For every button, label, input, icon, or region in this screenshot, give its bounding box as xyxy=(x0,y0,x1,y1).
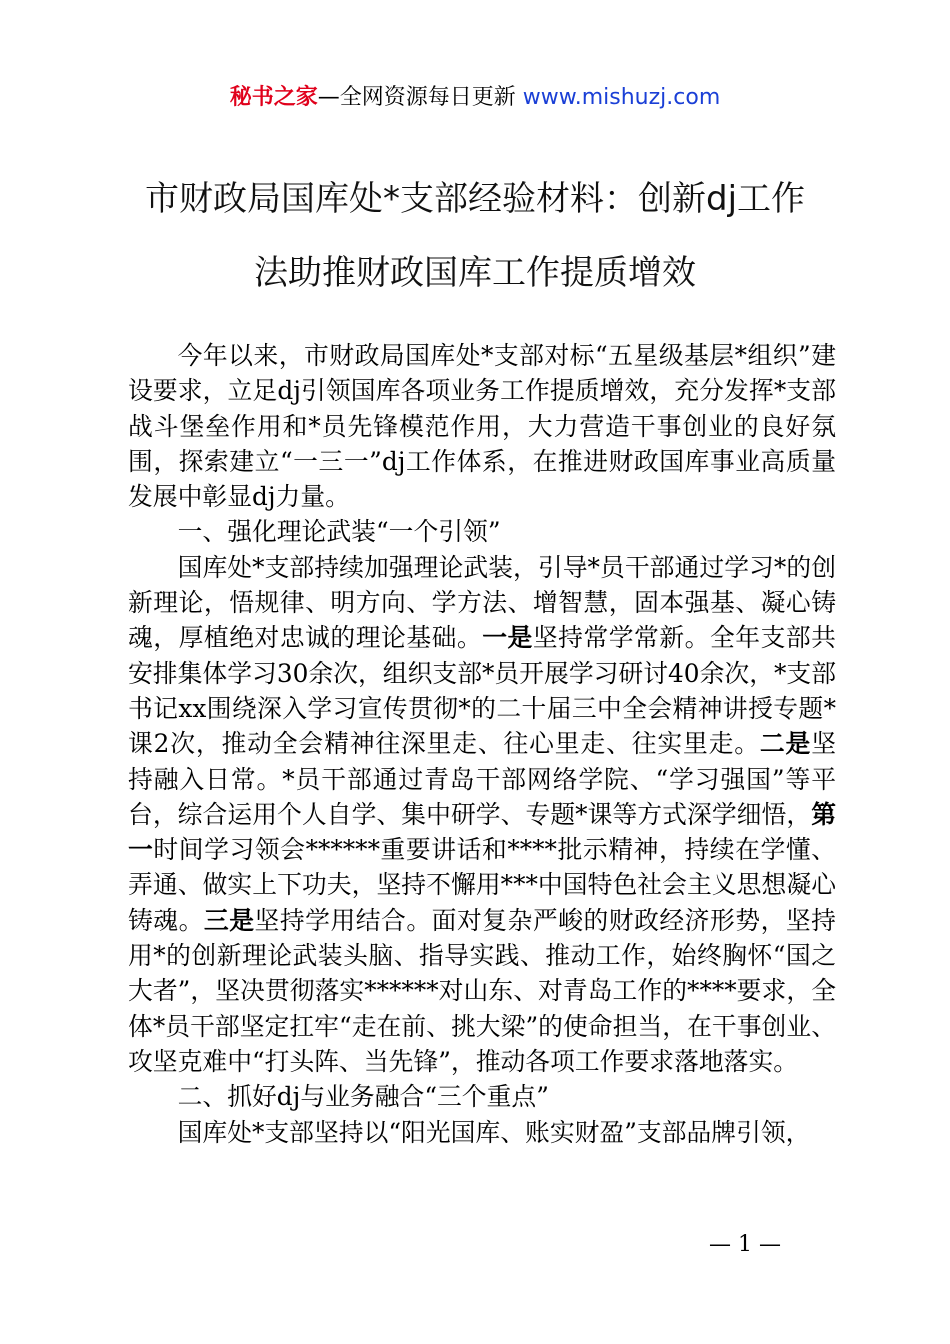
section-1-paragraph xyxy=(128,550,836,1079)
paragraph-text: 坚持常学常新。全年支部共安排集体学习30余次，组织支部*员开展学习研讨40余次，*支部书记xx围绕深入学习宣传贯彻*的二十届三中全会精神讲授专题*课2次，推动全会精神往深里走、往心里走、往实里走。 xyxy=(128,623,836,759)
site-header xyxy=(0,80,950,111)
bold-marker: 一是 xyxy=(482,623,533,653)
document-body xyxy=(128,338,836,1150)
intro-paragraph: 今年以来，市财政局国库处*支部对标“五星级基层*组织”建设要求，立足dj引领国库各项业务工作提质增效，充分发挥*支部战斗堡垒作用和*员先锋模范作用，大力营造干事创业的良好氛围，探索建立“一三一”dj工作体系，在推进财政国库事业高质量发展中彰显dj力量。 xyxy=(128,341,836,512)
site-url-link[interactable]: www.mishuzj.com xyxy=(522,85,721,110)
paragraph-text: 坚持学用结合。面对复杂严峻的财政经济形势，坚持用*的创新理论武装头脑、指导实践、推动工作，始终胸怀“国之大者”，坚决贯彻落实******对山东、对青岛工作的****要求，全体*员干部坚定扛牢“走在前、挑大梁”的使命担当，在干事创业、攻坚克难中“打头阵、当先锋”，推动各项工作要求落地落实。 xyxy=(128,905,836,1076)
section-heading-2: 二、抓好dj与业务融合“三个重点” xyxy=(177,1082,549,1112)
bold-marker: 三是 xyxy=(203,905,255,935)
bold-marker: 二是 xyxy=(759,729,812,759)
paragraph-text: 时间学习领会******重要讲话和****批示精神，持续在学懂、弄通、做实上下功夫，坚持不懈用***中国特色社会主义思想凝心铸魂。 xyxy=(128,835,836,935)
section-heading-1: 一、强化理论武装“一个引领” xyxy=(177,517,501,547)
paragraph-text: 国库处*支部持续加强理论武装，引导*员干部通过学习*的创新理论，悟规律、明方向、学方法、增智慧，固本强基、凝心铸魂，厚植绝对忠诚的理论基础。 xyxy=(128,552,836,653)
paragraph-text: 坚持融入日常。*员干部通过青岛干部网络学院、“学习强国”等平台，综合运用个人自学、集中研学、专题*课等方式深学细悟， xyxy=(128,729,836,829)
header-tagline: —全网资源每日更新 xyxy=(317,85,516,110)
document-title: 市财政局国库处*支部经验材料：创新dj工作法助推财政国库工作提质增效 xyxy=(144,179,806,293)
bold-marker: 第一 xyxy=(128,799,836,865)
page-number: — 1 — xyxy=(709,1232,781,1257)
brand-name: 秘书之家 xyxy=(229,85,318,110)
section-2-paragraph: 国库处*支部坚持以“阳光国库、账实财盈”支部品牌引领， xyxy=(177,1117,811,1147)
